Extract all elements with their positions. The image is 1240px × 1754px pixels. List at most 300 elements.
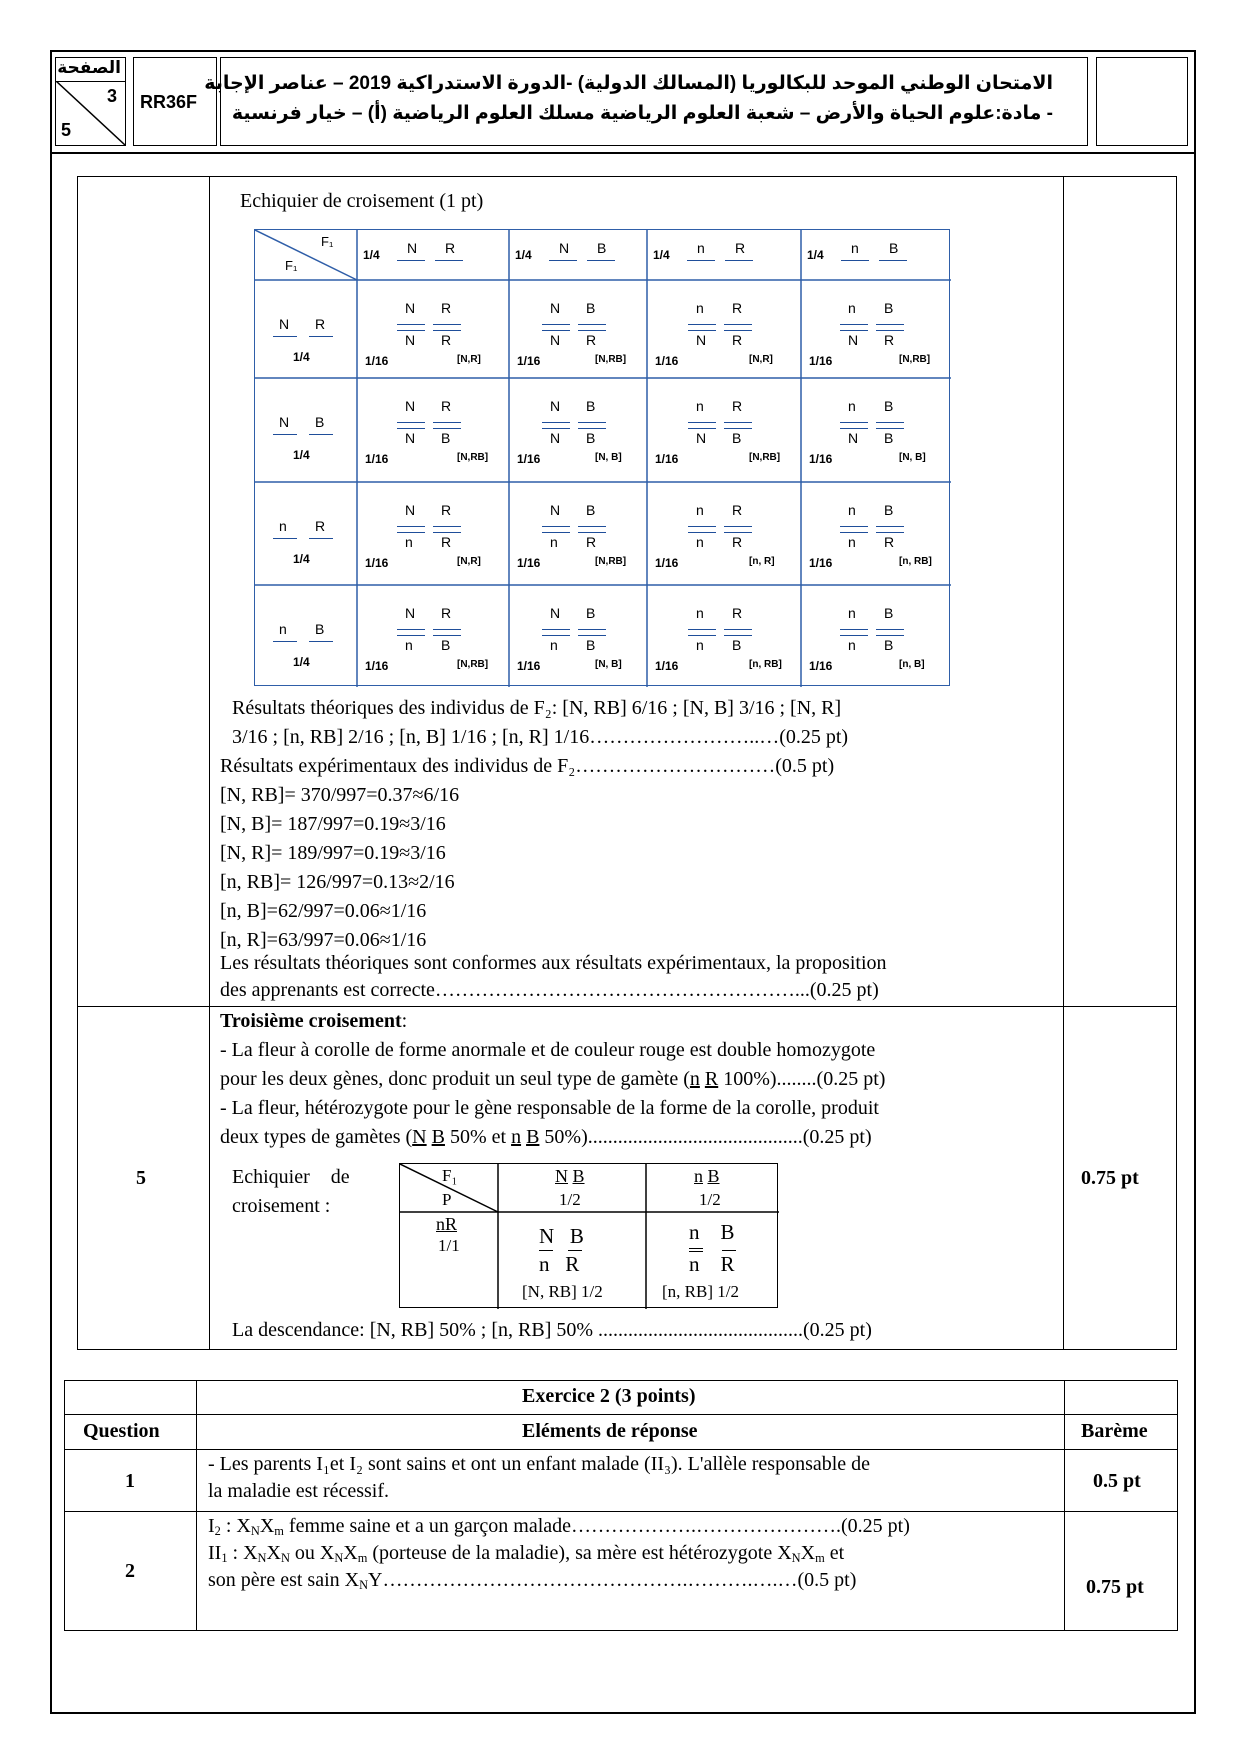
genotype-allele: B xyxy=(586,300,596,316)
echiquier-title: Echiquier de croisement (1 pt) xyxy=(240,190,484,212)
genotype-allele: N xyxy=(550,300,561,316)
phenotype: [N, B] xyxy=(595,659,622,670)
allele-bar xyxy=(309,434,333,435)
para1-line1: - La fleur à corolle de forme anormale et de couleur rouge est double homozygote xyxy=(220,1039,876,1061)
allele: n xyxy=(689,1220,700,1244)
genotype-bar xyxy=(688,428,716,429)
gamete-allele: B xyxy=(597,240,607,256)
question-number: 5 xyxy=(136,1167,146,1189)
gamete-allele: n xyxy=(511,1126,522,1148)
gamete-allele: N xyxy=(279,414,290,430)
genotype-allele: B xyxy=(441,430,451,446)
cell-prob: 1/16 xyxy=(809,354,833,368)
allele-bar xyxy=(397,260,425,261)
genotype-allele: R xyxy=(441,502,452,518)
col-question: Question xyxy=(83,1420,160,1442)
gamete-allele: N xyxy=(559,240,570,256)
genotype-bar xyxy=(840,324,868,325)
genotype-allele: B xyxy=(441,637,451,653)
cross-row-prob: 1/1 xyxy=(438,1236,460,1255)
phenotype: [N,RB] xyxy=(749,452,781,463)
row2-score: 0.75 pt xyxy=(1086,1576,1144,1598)
genotype-allele: N xyxy=(405,430,416,446)
genotype-allele: B xyxy=(586,637,596,653)
genotype-allele: R xyxy=(884,534,895,550)
phenotype: [N,RB] xyxy=(595,354,627,365)
genotype-bar xyxy=(578,526,606,527)
gamete-allele: R xyxy=(315,518,326,534)
phenotype: [N,RB] xyxy=(899,354,931,365)
genotype-allele: B xyxy=(884,605,894,621)
cross-corner-bottom: P xyxy=(442,1190,452,1209)
allele: N xyxy=(555,1166,568,1186)
genotype-allele: B xyxy=(586,430,596,446)
para1-text: pour les deux gènes, donc produit un seul type de gamète ( xyxy=(220,1068,690,1090)
genotype-allele: R xyxy=(441,398,452,414)
page-box xyxy=(55,57,126,146)
results-line: [N, R]= 189/997=0.19≈3/16 xyxy=(220,842,446,864)
para2-line1: - La fleur, hétérozygote pour le gène responsable de la forme de la corolle, produit xyxy=(220,1097,879,1119)
genotype-bar xyxy=(542,526,570,527)
genotype-bar xyxy=(578,324,606,325)
phenotype: [n, RB] xyxy=(899,556,932,567)
cross-col1-prob: 1/2 xyxy=(559,1190,581,1209)
genotype-bar xyxy=(724,629,752,630)
genotype-bar xyxy=(840,532,868,533)
gamete-prob: 1/4 xyxy=(293,552,310,566)
genotype-allele: B xyxy=(586,502,596,518)
genotype-bar xyxy=(724,526,752,527)
genotype-bar xyxy=(876,629,904,630)
genotype-bar xyxy=(578,422,606,423)
genotype-allele: B xyxy=(884,398,894,414)
results-line: des apprenants est correcte………………………………………………...(0.25 pt) xyxy=(220,979,879,1001)
allele-bar xyxy=(273,434,297,435)
genotype-bar xyxy=(539,1250,553,1251)
genotype-bar xyxy=(542,330,570,331)
genotype-allele: N xyxy=(405,502,416,518)
genotype-allele: N xyxy=(405,332,416,348)
genotype-bar xyxy=(542,422,570,423)
allele-bar xyxy=(687,260,715,261)
results-line: [N, B]= 187/997=0.19≈3/16 xyxy=(220,813,446,835)
gamete-prob: 1/4 xyxy=(293,448,310,462)
exam-title-line1: الامتحان الوطني الموحد للبكالوريا (المسالك الدولية) -الدورة الاستدراكية 2019 – عناصر الإجابة xyxy=(204,73,1053,94)
genotype-bar xyxy=(433,635,461,636)
cell-prob: 1/16 xyxy=(655,354,679,368)
allele-bar xyxy=(309,336,333,337)
genotype-bar xyxy=(433,629,461,630)
para1-line2 xyxy=(220,1065,885,1094)
genotype-allele: N xyxy=(550,332,561,348)
genotype-bottom xyxy=(539,1252,579,1277)
genotype-allele: n xyxy=(550,637,558,653)
allele: R xyxy=(445,1214,458,1234)
blank-box xyxy=(1096,57,1188,146)
gamete-allele: N xyxy=(412,1126,427,1148)
genotype-bar xyxy=(724,635,752,636)
row1-score: 0.5 pt xyxy=(1093,1470,1141,1492)
genotype-allele: R xyxy=(732,534,743,550)
allele: B xyxy=(720,1220,735,1244)
genotype-allele: N xyxy=(405,398,416,414)
results-line: [n, B]=62/997=0.06≈1/16 xyxy=(220,900,427,922)
ex1-col-line-2 xyxy=(1063,176,1064,1350)
genotype-allele: n xyxy=(696,637,704,653)
gamete-allele: B xyxy=(889,240,899,256)
genotype-allele: B xyxy=(586,605,596,621)
genotype-bar xyxy=(397,422,425,423)
genotype-allele: n xyxy=(696,605,704,621)
genotype-bar xyxy=(876,526,904,527)
echiquier-label-1: Echiquier de xyxy=(232,1166,350,1188)
allele: R xyxy=(720,1252,735,1276)
genotype-bar xyxy=(397,532,425,533)
genotype-bar xyxy=(397,324,425,325)
para2-mid: 50% et xyxy=(444,1126,512,1148)
genotype-bar xyxy=(689,1248,703,1249)
genotype-bar xyxy=(724,428,752,429)
genotype-bar xyxy=(876,422,904,423)
genotype-bar xyxy=(840,428,868,429)
genotype-allele: B xyxy=(586,398,596,414)
gamete-allele: N xyxy=(279,316,290,332)
genotype-allele: B xyxy=(884,502,894,518)
gamete-allele: n xyxy=(689,1068,700,1090)
genotype-bar xyxy=(542,428,570,429)
allele: N xyxy=(539,1224,555,1248)
genotype-bar xyxy=(568,1250,582,1251)
gamete-allele: B xyxy=(526,1126,540,1148)
allele: B xyxy=(572,1166,585,1186)
genotype-bar xyxy=(578,629,606,630)
cross-row-gamete xyxy=(436,1214,457,1235)
cell-prob: 1/16 xyxy=(517,556,541,570)
genotype-allele: B xyxy=(884,430,894,446)
genotype-allele: N xyxy=(550,430,561,446)
genotype-bar xyxy=(433,330,461,331)
punnett-corner-bottom: F₁ xyxy=(285,258,298,273)
phenotype: [n, R] xyxy=(749,556,775,567)
results-line: Les résultats théoriques sont conformes aux résultats expérimentaux, la proposition xyxy=(220,952,887,974)
genotype-bar xyxy=(433,428,461,429)
gamete-allele: n xyxy=(279,621,287,637)
genotype-allele: n xyxy=(848,605,856,621)
gamete-prob: 1/4 xyxy=(653,248,670,262)
ex2-col-line-2 xyxy=(1064,1380,1065,1631)
row2-question: 2 xyxy=(125,1560,135,1582)
exercise2-title: Exercice 2 (3 points) xyxy=(522,1385,696,1407)
genotype-bar xyxy=(542,629,570,630)
code-box xyxy=(133,57,217,146)
genotype-top xyxy=(539,1224,584,1249)
question-score: 0.75 pt xyxy=(1081,1167,1139,1189)
allele-bar xyxy=(309,538,333,539)
cell-prob: 1/16 xyxy=(655,556,679,570)
genotype-bar xyxy=(542,635,570,636)
genotype-allele: R xyxy=(884,332,895,348)
row2-line3: son père est sain $X_NY\dots\dots\dots\dots\dots\dots\dots\dots\dots\dots\dots\dots\dots\dots\dots.\dots\dots\dots.\dots.\dots(0.5$ pt) xyxy=(208,1569,857,1593)
genotype-allele: n xyxy=(696,398,704,414)
row1-question: 1 xyxy=(125,1470,135,1492)
allele-bar xyxy=(587,260,615,261)
genotype-bar xyxy=(724,330,752,331)
genotype-bar xyxy=(397,428,425,429)
genotype-bar xyxy=(433,532,461,533)
results-line: 3/16 ; [n, RB] 2/16 ; [n, B] 1/16 ; [n, R] 1/16……………………..…(0.25 pt) xyxy=(232,726,849,748)
exam-title-line2: - مادة:علوم الحياة والأرض – شعبة العلوم الرياضية مسلك العلوم الرياضية (أ) – خيار فرنسية xyxy=(231,103,1053,124)
cell-prob: 1/16 xyxy=(655,659,679,673)
gamete-allele: R xyxy=(704,1068,719,1090)
gamete-prob: 1/4 xyxy=(293,350,310,364)
genotype-allele: n xyxy=(696,300,704,316)
cross-col2-gamete xyxy=(694,1166,720,1187)
echiquier-label xyxy=(232,1163,350,1192)
row1-line2: la maladie est récessif. xyxy=(208,1480,390,1502)
page-number: 3 xyxy=(106,86,117,106)
gamete-allele: B xyxy=(431,1126,445,1148)
genotype-allele: R xyxy=(732,398,743,414)
gamete-prob: 1/4 xyxy=(807,248,824,262)
para2-end: 50%)...........................................(0.25 pt) xyxy=(539,1126,872,1148)
genotype-allele: R xyxy=(732,332,743,348)
genotype-bar xyxy=(688,635,716,636)
allele-bar xyxy=(725,260,753,261)
gamete-allele: B xyxy=(315,414,325,430)
col-elements: Eléments de réponse xyxy=(522,1420,698,1442)
heading-text: Troisième croisement xyxy=(220,1010,402,1032)
genotype-bar xyxy=(542,532,570,533)
genotype-allele: n xyxy=(848,502,856,518)
genotype-allele: n xyxy=(696,502,704,518)
para2-line2 xyxy=(220,1123,872,1152)
phenotype: [N,RB] xyxy=(595,556,627,567)
exam-code: RR36F xyxy=(140,92,198,112)
row1-line1: - Les parents I₁et I₂ sont sains et ont un enfant malade (II₃). L'allèle responsable de xyxy=(208,1453,871,1475)
echiquier-label: croisement : xyxy=(232,1195,331,1217)
cell-prob: 1/16 xyxy=(517,354,541,368)
allele: n xyxy=(689,1252,700,1276)
genotype-bar xyxy=(840,526,868,527)
allele: B xyxy=(707,1166,720,1186)
results-line: [N, RB]= 370/997=0.37≈6/16 xyxy=(220,784,460,806)
genotype-allele: n xyxy=(848,398,856,414)
genotype-bar xyxy=(876,635,904,636)
phenotype: [N,RB] xyxy=(457,659,489,670)
genotype-bar xyxy=(876,532,904,533)
gamete-prob: 1/4 xyxy=(515,248,532,262)
genotype-allele: N xyxy=(550,502,561,518)
allele: n xyxy=(539,1252,550,1276)
cell-prob: 1/16 xyxy=(365,354,389,368)
cross-col2-prob: 1/2 xyxy=(699,1190,721,1209)
heading-colon: : xyxy=(401,1010,408,1032)
cell-prob: 1/16 xyxy=(365,452,389,466)
section-heading xyxy=(220,1007,407,1036)
genotype-allele: n xyxy=(848,534,856,550)
genotype-allele: R xyxy=(441,300,452,316)
genotype-bar xyxy=(397,330,425,331)
cross-table xyxy=(399,1163,778,1308)
genotype-bar xyxy=(840,635,868,636)
genotype-bar xyxy=(397,635,425,636)
genotype-allele: n xyxy=(696,534,704,550)
phenotype: [n, RB] 1/2 xyxy=(662,1282,739,1301)
title-box xyxy=(204,57,1088,146)
genotype-allele: N xyxy=(550,605,561,621)
punnett-grid xyxy=(254,229,950,686)
allele-bar xyxy=(841,260,869,261)
genotype-bar xyxy=(840,629,868,630)
genotype-bar xyxy=(688,629,716,630)
cell-prob: 1/16 xyxy=(517,452,541,466)
results-line: [n, RB]= 126/997=0.13≈2/16 xyxy=(220,871,455,893)
genotype-bar xyxy=(722,1250,736,1251)
genotype-bar xyxy=(578,330,606,331)
gamete-allele: n xyxy=(851,240,859,256)
genotype-bar xyxy=(724,422,752,423)
results-line: Résultats théoriques des individus de F₂: [N, RB] 6/16 ; [N, B] 3/16 ; [N, R] xyxy=(232,697,842,719)
genotype-bar xyxy=(578,532,606,533)
punnett-corner-top: F₁ xyxy=(321,234,334,249)
phenotype: [N,R] xyxy=(457,354,481,365)
cell-prob: 1/16 xyxy=(655,452,679,466)
genotype-allele: n xyxy=(405,534,413,550)
genotype-bar xyxy=(876,428,904,429)
genotype-bar xyxy=(578,635,606,636)
genotype-bar xyxy=(542,324,570,325)
genotype-allele: n xyxy=(550,534,558,550)
cell-prob: 1/16 xyxy=(517,659,541,673)
allele-bar xyxy=(273,336,297,337)
genotype-bar xyxy=(840,330,868,331)
cell-prob: 1/16 xyxy=(365,556,389,570)
ex2-col-line-1 xyxy=(196,1380,197,1631)
genotype-allele: R xyxy=(586,332,597,348)
allele-bar xyxy=(435,260,463,261)
genotype-bar xyxy=(688,532,716,533)
genotype-bar xyxy=(688,330,716,331)
genotype-allele: N xyxy=(696,430,707,446)
genotype-bar xyxy=(724,532,752,533)
allele-bar xyxy=(273,538,297,539)
descendance-line: La descendance: [N, RB] 50% ; [n, RB] 50% .........................................(0.25 pt) xyxy=(232,1319,872,1341)
phenotype: [N, B] xyxy=(595,452,622,463)
genotype-bar xyxy=(688,324,716,325)
cell-prob: 1/16 xyxy=(809,556,833,570)
cell-prob: 1/16 xyxy=(809,659,833,673)
genotype-allele: R xyxy=(441,534,452,550)
genotype-bar xyxy=(876,324,904,325)
allele: R xyxy=(565,1252,580,1276)
genotype-allele: n xyxy=(405,637,413,653)
allele-bar xyxy=(309,641,333,642)
genotype-allele: B xyxy=(732,430,742,446)
allele-bar xyxy=(549,260,577,261)
genotype-bar xyxy=(840,422,868,423)
genotype-allele: N xyxy=(550,398,561,414)
page-label: الصفحة xyxy=(57,58,121,77)
genotype-allele: R xyxy=(586,534,597,550)
cell-prob: 1/16 xyxy=(365,659,389,673)
ex1-col-line-1 xyxy=(209,176,210,1350)
genotype-allele: R xyxy=(441,605,452,621)
phenotype: [n, RB] xyxy=(749,659,782,670)
genotype-bar xyxy=(688,526,716,527)
genotype-bar xyxy=(876,330,904,331)
genotype-allele: N xyxy=(848,332,859,348)
genotype-bar xyxy=(397,629,425,630)
gamete-allele: R xyxy=(735,240,746,256)
gamete-prob: 1/4 xyxy=(293,655,310,669)
row2-line2: $II_1$ : $X_NX_N$ ou $X_NX_m$ (porteuse de la maladie), sa mère est hétérozygote $X_NX_m$ et xyxy=(208,1542,845,1566)
genotype-bar xyxy=(433,324,461,325)
gamete-allele: B xyxy=(315,621,325,637)
cell-prob: 1/16 xyxy=(809,452,833,466)
results-line: Résultats expérimentaux des individus de F₂…………………………(0.5 pt) xyxy=(220,755,835,777)
genotype-bar xyxy=(397,526,425,527)
gamete-allele: n xyxy=(697,240,705,256)
phenotype: [N,R] xyxy=(749,354,773,365)
genotype-bottom xyxy=(689,1252,735,1277)
genotype-allele: B xyxy=(884,300,894,316)
allele-bar xyxy=(879,260,907,261)
genotype-bar xyxy=(433,526,461,527)
genotype-allele: N xyxy=(405,300,416,316)
row2-line1: $I_2$ : $X_NX_m$ femme saine et a un garçon malade……………….………………….(0.25 pt) xyxy=(208,1515,910,1539)
genotype-allele: B xyxy=(884,637,894,653)
cross-col1-gamete xyxy=(555,1166,585,1187)
gamete-allele: R xyxy=(445,240,456,256)
allele: B xyxy=(569,1224,584,1248)
genotype-allele: n xyxy=(848,300,856,316)
phenotype: [n, B] xyxy=(899,659,925,670)
genotype-bar xyxy=(578,428,606,429)
phenotype: [N, B] xyxy=(899,452,926,463)
genotype-allele: N xyxy=(696,332,707,348)
genotype-allele: R xyxy=(732,300,743,316)
genotype-bar xyxy=(433,422,461,423)
genotype-allele: R xyxy=(732,605,743,621)
genotype-bar xyxy=(724,324,752,325)
cross-corner-top: F₁ xyxy=(442,1166,458,1185)
genotype-allele: N xyxy=(405,605,416,621)
gamete-prob: 1/4 xyxy=(363,248,380,262)
genotype-allele: N xyxy=(848,430,859,446)
para2-text: deux types de gamètes ( xyxy=(220,1126,413,1148)
gamete-allele: N xyxy=(407,240,418,256)
genotype-top xyxy=(689,1220,735,1245)
genotype-allele: n xyxy=(848,637,856,653)
results-line: [n, R]=63/997=0.06≈1/16 xyxy=(220,929,427,951)
allele-bar xyxy=(273,641,297,642)
para1-end: 100%)........(0.25 pt) xyxy=(718,1068,886,1090)
ex2-row-line xyxy=(64,1414,1178,1415)
phenotype: [N,R] xyxy=(457,556,481,567)
allele: n xyxy=(436,1214,445,1234)
page-total: 5 xyxy=(61,120,72,140)
gamete-allele: R xyxy=(315,316,326,332)
genotype-bar xyxy=(688,422,716,423)
phenotype: [N, RB] 1/2 xyxy=(522,1282,603,1301)
genotype-allele: R xyxy=(732,502,743,518)
genotype-allele: R xyxy=(441,332,452,348)
gamete-allele: n xyxy=(279,518,287,534)
genotype-allele: B xyxy=(732,637,742,653)
allele: n xyxy=(694,1166,703,1186)
col-bareme: Barème xyxy=(1081,1420,1148,1442)
phenotype: [N,RB] xyxy=(457,452,489,463)
